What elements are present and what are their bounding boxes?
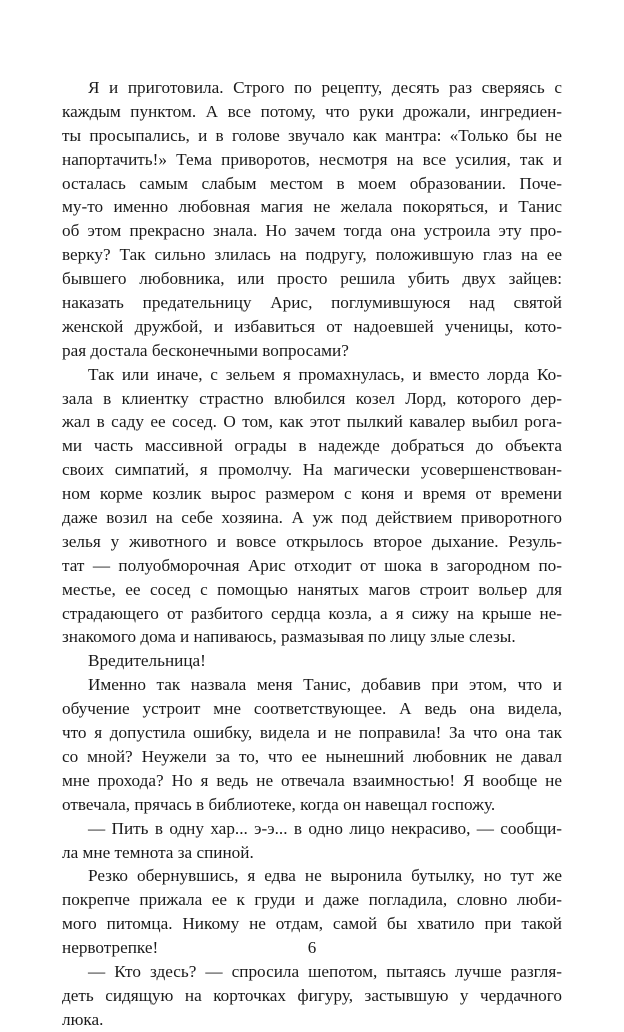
text-line: что я допустила ошибку, видела и не поправила! За что она так: [62, 723, 562, 743]
text-line: местье, ее сосед с помощью нанятых магов строит вольер для: [62, 579, 562, 599]
text-line: — Пить в одну хар... э-э... в одно лицо некрасиво, — сообщи-: [88, 818, 562, 838]
text-line: Именно так назвала меня Танис, добавив при этом, что и: [88, 675, 562, 695]
text-line: верку? Так сильно злилась на подругу, положившую глаз на ее: [62, 245, 562, 265]
text-line: ном корме козлик вырос размером с коня и время от времени: [62, 484, 562, 504]
text-line: жал в саду ее сосед. О том, как этот пылкий кавалер выбил рога-: [62, 412, 562, 432]
text-line: даже возил на себе хозяина. А уж под действием приворотного: [62, 508, 562, 528]
text-line: отвечала, прячась в библиотеке, когда он навещал госпожу.: [62, 794, 496, 814]
text-line: рая достала бесконечными вопросами?: [62, 340, 349, 360]
text-line: бывшего любовника, или просто решила убить двух зайцев:: [62, 269, 562, 289]
text-line: женской дружбой, и избавиться от надоевшей ученицы, кото-: [62, 316, 562, 336]
text-line: страдающего от разбитого сердца козла, а я сижу на крыше не-: [62, 603, 562, 623]
text-line: наказать предательницу Арис, поглумившуюся над святой: [62, 293, 562, 313]
text-line: со мной? Неужели за то, что ее нынешний любовник не давал: [62, 746, 562, 766]
text-line: Я и приготовила. Строго по рецепту, десять раз сверяясь с: [88, 78, 562, 97]
text-line: ла мне темнота за спиной.: [62, 842, 254, 862]
text-line: своих симпатий, я промолчу. На магически усовершенствован-: [62, 460, 562, 480]
text-line: зала в клиентку страстно влюбился козел Лорд, которого дер-: [62, 388, 562, 408]
text-line: мне прохода? Но я ведь не отвечала взаимностью! Я вообще не: [62, 770, 562, 790]
text-line: тат — полуобморочная Арис отходит от шока в загородном по-: [62, 555, 562, 575]
page-number: 6: [307, 938, 317, 957]
text-line: каждым пунктом. А все потому, что руки дрожали, ингредиен-: [62, 101, 562, 121]
text-line: деть сидящую на корточках фигуру, застывшую у чердачного: [62, 985, 562, 1005]
text-line: ми часть массивной ограды в надежде добраться до объекта: [62, 436, 562, 456]
text-line: напортачить!» Тема приворотов, несмотря на все усилия, так и: [62, 149, 562, 169]
text-line: ты просыпались, и в голове звучало как мантра: «Только бы не: [62, 125, 562, 145]
text-line: знакомого дома и напиваюсь, размазывая по лицу злые слезы.: [62, 627, 516, 647]
text-line: зелья у животного и вовсе открылось второе дыхание. Резуль-: [62, 531, 562, 551]
text-line: об этом прекрасно знала. Но зачем тогда она устроила эту про-: [62, 221, 562, 241]
text-line: покрепче прижала ее к груди и даже погладила, словно люби-: [62, 890, 562, 910]
text-line: Вредительница!: [88, 651, 206, 671]
text-line: му-то именно любовная магия не желала покоряться, и Танис: [62, 197, 562, 217]
text-line: люка.: [62, 1009, 104, 1029]
text-line: Резко обернувшись, я едва не выронила бутылку, но тут же: [88, 866, 562, 886]
text-line: осталась самым слабым местом в моем образовании. Поче-: [62, 173, 562, 193]
text-line: мого питомца. Никому не отдам, самой бы хватило при такой: [62, 914, 562, 934]
text-line: нервотрепке!: [62, 938, 159, 958]
text-line: — Кто здесь? — спросила шепотом, пытаясь лучше разгля-: [88, 961, 562, 981]
text-line: Так или иначе, с зельем я промахнулась, и вместо лорда Ко-: [88, 364, 562, 384]
body-text: [62, 76, 562, 1032]
text-line: обучение устроит мне соответствующее. А ведь она видела,: [62, 699, 562, 719]
